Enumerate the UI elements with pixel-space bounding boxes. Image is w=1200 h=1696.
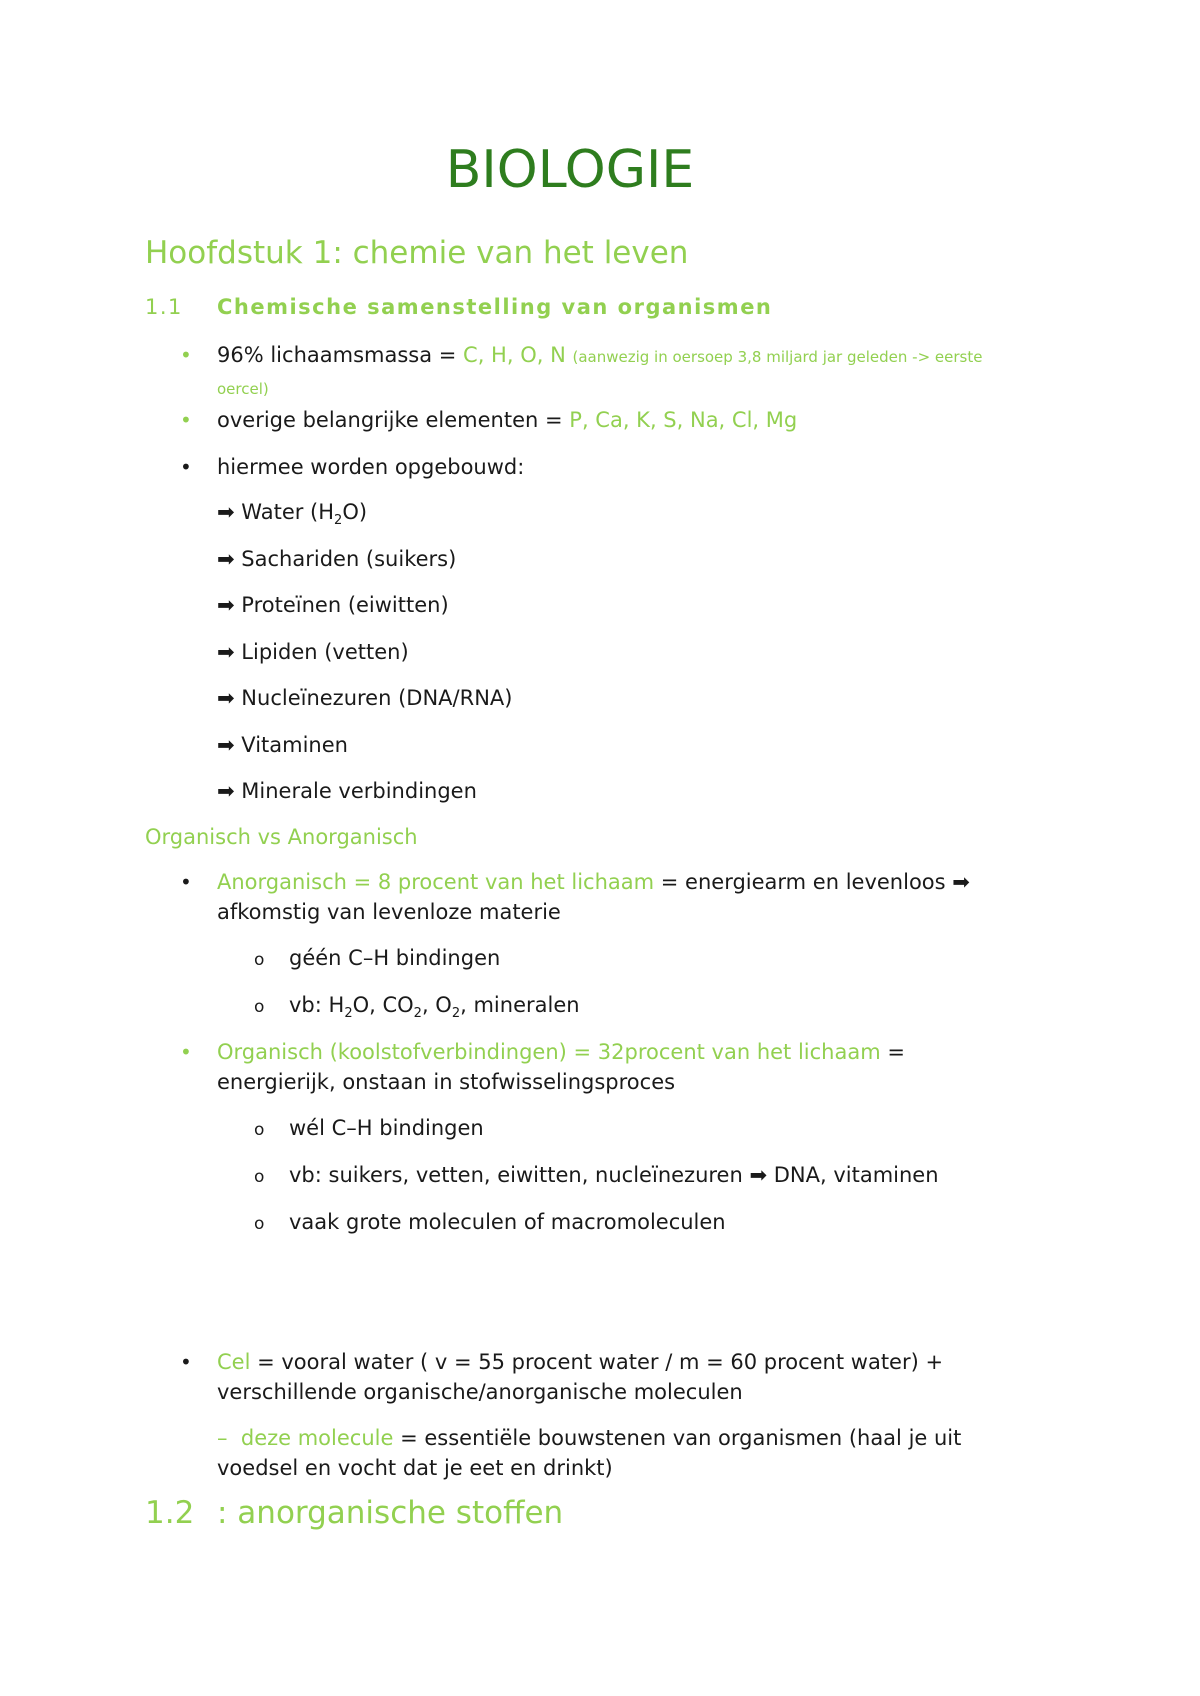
- circle-bullet-icon: o: [254, 1167, 265, 1187]
- bullet-icon: •: [180, 343, 192, 367]
- item-text: vb: H: [289, 993, 345, 1017]
- item-text: O, CO: [352, 993, 414, 1017]
- list-item: [217, 637, 409, 667]
- list-item-text: = essentiële bouwstenen van organismen (haal je uit: [393, 1426, 962, 1450]
- arrow-icon: ➡: [217, 640, 235, 664]
- list-item-text: 96% lichaamsmassa =: [217, 343, 457, 367]
- item-text: Lipiden (vetten): [241, 640, 409, 664]
- list-item: hiermee worden opgebouwd:: [217, 455, 525, 479]
- list-item: [217, 1347, 1037, 1407]
- circle-bullet-icon: o: [254, 950, 265, 970]
- list-item: [217, 497, 367, 536]
- section-heading-1-1: [145, 295, 772, 319]
- bullet-icon: •: [180, 408, 192, 432]
- molecule-label: deze molecule: [240, 1426, 394, 1450]
- section-number: 1.1: [145, 295, 183, 319]
- dash-icon: –: [217, 1426, 228, 1450]
- sub-list-item: [289, 1160, 939, 1190]
- item-text: , mineralen: [460, 993, 580, 1017]
- list-item: [217, 340, 1037, 404]
- elements-highlight: P, Ca, K, S, Na, Cl, Mg: [569, 408, 798, 432]
- note-text: (aanwezig in oersoep 3,8 miljard jar geleden -> eerste: [572, 348, 983, 366]
- list-item-text: =: [880, 1040, 905, 1064]
- arrow-icon: ➡: [952, 870, 970, 894]
- item-text: vb: suikers, vetten, eiwitten, nucleïnezuren: [289, 1163, 750, 1187]
- subscript: 2: [413, 1006, 422, 1022]
- sub-list-item: wél C–H bindingen: [289, 1116, 484, 1140]
- chapter-heading: Hoofdstuk 1: chemie van het leven: [145, 235, 689, 271]
- section-number: 1.2: [145, 1495, 195, 1531]
- list-item-text: verschillende organische/anorganische moleculen: [217, 1380, 743, 1404]
- list-item: [217, 405, 1037, 435]
- anorg-label: Anorganisch = 8 procent van het lichaam: [217, 870, 655, 894]
- bullet-icon: •: [180, 455, 192, 479]
- elements-highlight: C, H, O, N: [463, 343, 566, 367]
- bullet-icon: •: [180, 1040, 192, 1064]
- bullet-icon: •: [180, 1350, 192, 1374]
- list-item-text: = vooral water ( v = 55 procent water / m = 60 procent water) +: [250, 1350, 944, 1374]
- circle-bullet-icon: o: [254, 1214, 265, 1234]
- document-title: BIOLOGIE: [445, 140, 695, 200]
- list-item-text: voedsel en vocht dat je eet en drinkt): [217, 1456, 613, 1480]
- subscript: 2: [344, 1006, 353, 1022]
- list-item-text: = energiearm en levenloos: [654, 870, 953, 894]
- circle-bullet-icon: o: [254, 1120, 265, 1140]
- list-item: [217, 590, 449, 620]
- sub-list-item: [289, 990, 580, 1029]
- item-text: Minerale verbindingen: [241, 779, 477, 803]
- list-item: [217, 544, 456, 574]
- item-text: Proteïnen (eiwitten): [241, 593, 449, 617]
- arrow-icon: ➡: [217, 686, 235, 710]
- item-text: DNA, vitaminen: [767, 1163, 939, 1187]
- cel-label: Cel: [217, 1350, 251, 1374]
- section-title: Chemische samenstelling van organismen: [217, 295, 773, 319]
- item-text: Sachariden (suikers): [241, 547, 457, 571]
- item-text: Vitaminen: [241, 733, 348, 757]
- section-heading-1-2: [145, 1495, 563, 1531]
- subscript: 2: [334, 513, 343, 529]
- item-text: Nucleïnezuren (DNA/RNA): [241, 686, 513, 710]
- bullet-icon: •: [180, 870, 192, 894]
- list-item-text: overige belangrijke elementen =: [217, 408, 563, 432]
- item-text: Water (H: [241, 500, 335, 524]
- list-item: [217, 776, 477, 806]
- list-item: [217, 683, 512, 713]
- list-item: [217, 867, 1037, 927]
- arrow-icon: ➡: [217, 593, 235, 617]
- arrow-icon: ➡: [217, 733, 235, 757]
- arrow-icon: ➡: [217, 547, 235, 571]
- note-text: oercel): [217, 380, 269, 398]
- list-item: [217, 1423, 1037, 1483]
- list-item-text: energierijk, onstaan in stofwisselingsproces: [217, 1070, 676, 1094]
- item-text: O): [342, 500, 368, 524]
- arrow-icon: ➡: [749, 1163, 768, 1187]
- circle-bullet-icon: o: [254, 997, 265, 1017]
- arrow-icon: ➡: [217, 779, 235, 803]
- list-item: [217, 730, 348, 760]
- sub-list-item: géén C–H bindingen: [289, 946, 501, 970]
- org-label: Organisch (koolstofverbindingen) = 32procent van het lichaam: [217, 1040, 881, 1064]
- list-item-text: afkomstig van levenloze materie: [217, 900, 561, 924]
- section-title: : anorganische stoffen: [217, 1495, 564, 1531]
- list-item: [217, 1037, 1037, 1097]
- item-text: , O: [421, 993, 452, 1017]
- arrow-icon: ➡: [217, 500, 235, 524]
- subscript: 2: [451, 1006, 461, 1022]
- subsection-heading: Organisch vs Anorganisch: [145, 825, 418, 849]
- sub-list-item: vaak grote moleculen of macromoleculen: [289, 1210, 726, 1234]
